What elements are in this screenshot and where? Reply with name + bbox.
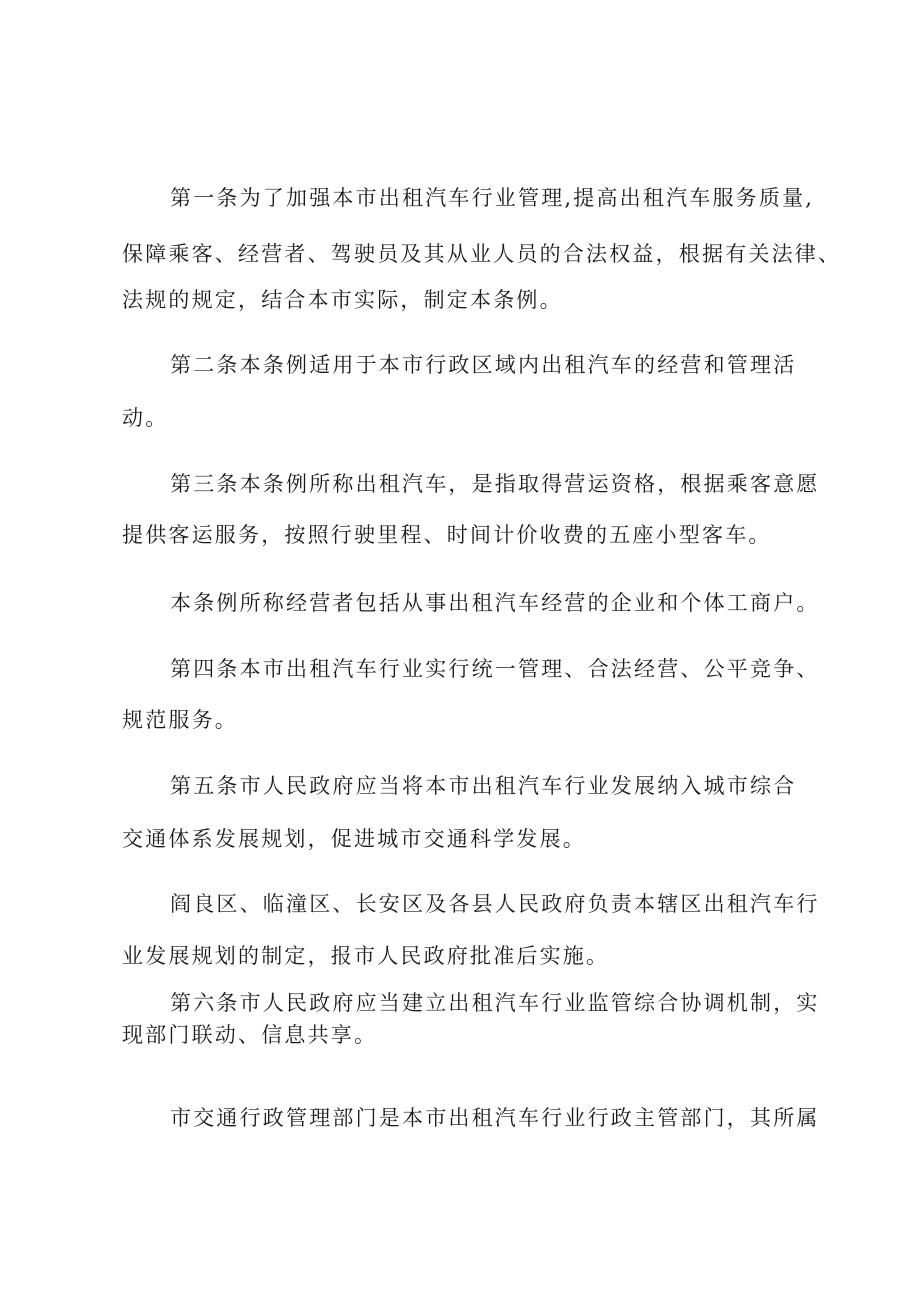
paragraph-5-line-1: 第四条本市出租汽车行业实行统一管理、合法经营、公平竞争、 <box>170 657 820 681</box>
paragraph-1-line-2: 保障乘客、经营者、驾驶员及其从业人员的合法权益，根据有关法律、 <box>122 242 842 266</box>
paragraph-3-line-2: 提供客运服务，按照行驶里程、时间计价收费的五座小型客车。 <box>122 523 772 547</box>
paragraph-2-line-2: 动。 <box>122 406 169 430</box>
paragraph-6-line-1: 第五条市人民政府应当将本市出租汽车行业发展纳入城市综合 <box>170 774 797 798</box>
paragraph-1-line-3: 法规的规定，结合本市实际，制定本条例。 <box>122 288 563 312</box>
paragraph-4-line-1: 本条例所称经营者包括从事出租汽车经营的企业和个体工商户。 <box>170 591 820 615</box>
paragraph-7-line-1: 阎良区、临潼区、长安区及各县人民政府负责本辖区出租汽车行 <box>170 892 820 916</box>
paragraph-9-line-1: 市交通行政管理部门是本市出租汽车行业行政主管部门，其所属 <box>170 1106 820 1130</box>
paragraph-3-line-1: 第三条本条例所称出租汽车，是指取得营运资格，根据乘客意愿 <box>170 472 820 496</box>
paragraph-1-line-1: 第一条为了加强本市出租汽车行业管理,提高出租汽车服务质量, <box>170 186 815 210</box>
paragraph-5-line-2: 规范服务。 <box>122 708 238 732</box>
paragraph-8-line-2: 现部门联动、信息共享。 <box>122 1023 378 1047</box>
paragraph-2-line-1: 第二条本条例适用于本市行政区域内出租汽车的经营和管理活 <box>170 353 797 377</box>
paragraph-8-line-1: 第六条市人民政府应当建立出租汽车行业监管综合协调机制，实 <box>170 991 820 1015</box>
paragraph-6-line-2: 交通体系发展规划，促进城市交通科学发展。 <box>122 827 586 851</box>
paragraph-7-line-2: 业发展规划的制定，报市人民政府批准后实施。 <box>122 944 610 968</box>
